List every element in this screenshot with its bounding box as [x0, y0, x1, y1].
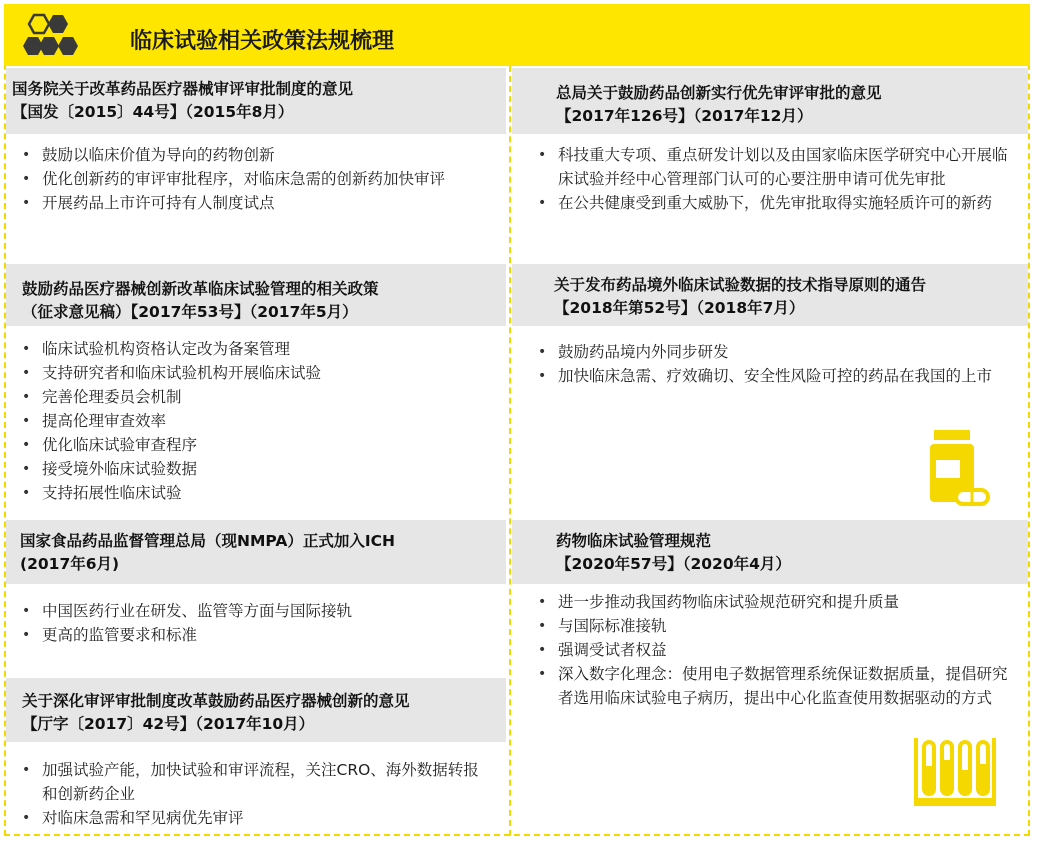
list-item: • 完善伦理委员会机制 [14, 385, 494, 409]
bullet-list [14, 337, 494, 505]
bullet-list [14, 758, 494, 830]
heading-line: 【厅字〔2017〕42号】（2017年10月） [22, 715, 315, 733]
section-heading [6, 68, 506, 134]
list-item: • 科技重大专项、重点研发计划以及由国家临床医学研究中心开展临床试验并经中心管理部门认可的心要注册申请可优先审批 [530, 143, 1022, 191]
bullet-list [530, 590, 1022, 710]
heading-line: 总局关于鼓励药品创新实行优先审评审批的意见 [556, 84, 882, 102]
list-item: • 中国医药行业在研发、监管等方面与国际接轨 [14, 599, 494, 623]
section-heading [512, 264, 1028, 326]
list-item: • 加强试验产能，加快试验和审评流程，关注CRO、海外数据转报和创新药企业 [14, 758, 494, 806]
section-heading [512, 68, 1028, 134]
list-item: • 强调受试者权益 [530, 638, 1022, 662]
list-item: • 更高的监管要求和标准 [14, 623, 494, 647]
list-item: • 接受境外临床试验数据 [14, 457, 494, 481]
heading-line: 【2020年57号】（2020年4月） [556, 555, 791, 573]
list-item: • 鼓励药品境内外同步研发 [530, 340, 1022, 364]
section-heading [6, 520, 506, 584]
bullet-list [14, 599, 494, 647]
list-item: • 提高伦理审查效率 [14, 409, 494, 433]
heading-line: 【2018年第52号】（2018年7月） [554, 299, 805, 317]
heading-line: (2017年6月) [20, 555, 120, 573]
list-item: • 开展药品上市许可持有人制度试点 [14, 191, 494, 215]
heading-line: 【2017年126号】（2017年12月） [556, 107, 813, 125]
list-item: • 临床试验机构资格认定改为备案管理 [14, 337, 494, 361]
section-heading [512, 520, 1028, 584]
list-item: • 支持研究者和临床试验机构开展临床试验 [14, 361, 494, 385]
list-item: • 深入数字化理念：使用电子数据管理系统保证数据质量，提倡研究者选用临床试验电子病历，提出中心化监查使用数据驱动的方式 [530, 662, 1022, 710]
list-item: • 在公共健康受到重大威胁下，优先审批取得实施轻质许可的新药 [530, 191, 1022, 215]
list-item: • 鼓励以临床价值为导向的药物创新 [14, 143, 494, 167]
bullet-list [530, 143, 1022, 215]
heading-line: 国家食品药品监督管理总局（现NMPA）正式加入ICH [20, 532, 395, 550]
page-title: 临床试验相关政策法规梳理 [130, 29, 395, 54]
list-item: • 优化创新药的审评审批程序，对临床急需的创新药加快审评 [14, 167, 494, 191]
test-tubes-icon [912, 736, 998, 812]
heading-line: （征求意见稿）【2017年53号】（2017年5月） [22, 303, 358, 321]
heading-line: 药物临床试验管理规范 [556, 532, 712, 550]
heading-line: 关于深化审评审批制度改革鼓励药品医疗器械创新的意见 [22, 692, 410, 710]
heading-line: 关于发布药品境外临床试验数据的技术指导原则的通告 [554, 276, 927, 294]
list-item: • 进一步推动我国药物临床试验规范研究和提升质量 [530, 590, 1022, 614]
heading-line: 【国发〔2015〕44号】（2015年8月） [12, 103, 294, 121]
column-divider [509, 66, 511, 836]
list-item: • 与国际标准接轨 [530, 614, 1022, 638]
heading-line: 鼓励药品医疗器械创新改革临床试验管理的相关政策 [22, 280, 379, 298]
pill-bottle-icon [926, 428, 992, 508]
bullet-list [530, 340, 1022, 388]
list-item: • 支持拓展性临床试验 [14, 481, 494, 505]
bullet-list [14, 143, 494, 215]
hexagons-logo-icon [20, 12, 84, 58]
list-item: • 对临床急需和罕见病优先审评 [14, 806, 494, 830]
section-heading [6, 678, 506, 742]
section-heading [6, 264, 506, 326]
heading-line: 国务院关于改革药品医疗器械审评审批制度的意见 [12, 80, 354, 98]
header-bar [4, 4, 1030, 66]
list-item: • 加快临床急需、疗效确切、安全性风险可控的药品在我国的上市 [530, 364, 1022, 388]
list-item: • 优化临床试验审查程序 [14, 433, 494, 457]
